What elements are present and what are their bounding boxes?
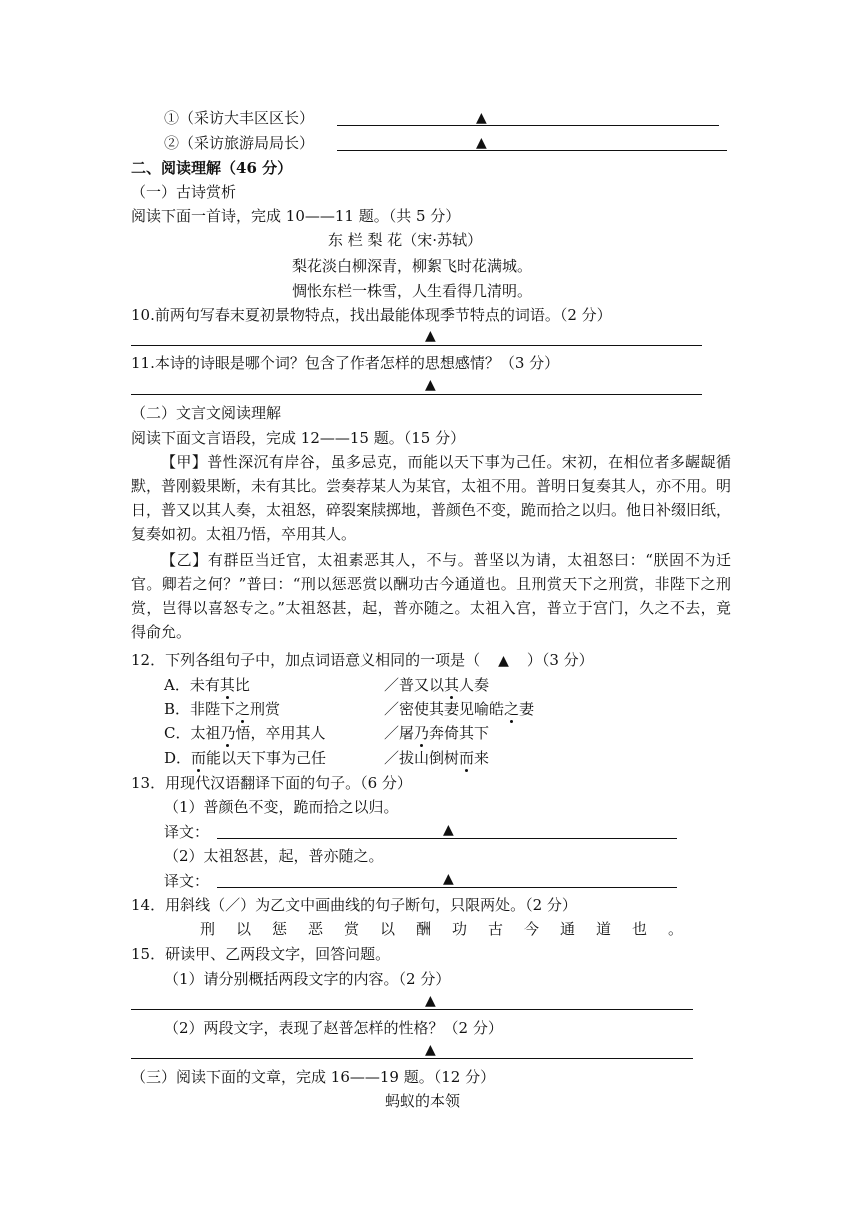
- part1-instruction: 阅读下面一首诗，完成 10——11 题。（共 5 分）: [131, 207, 461, 225]
- option-c[interactable]: C．太祖乃悟，卒用其人: [164, 724, 326, 742]
- dotted-word: 其: [444, 676, 460, 694]
- dotted-word: 之: [504, 700, 520, 718]
- triangle-marker-icon: ▲: [476, 110, 487, 126]
- passage-b: 【乙】有群臣当迁官，太祖素恶其人，不与。普坚以为请，太祖怒曰：“朕固不为迁官。卿若之何？”普曰：“刑以惩恶赏以酬功古今通道也。且刑赏天下之刑赏，非陛下之刑赏，岂得以喜怒专之。”太祖怒甚，起，普亦随之。太祖入宫，普立于宫门，久之不去，竟得俞允。: [131, 551, 731, 641]
- dotted-word: 而: [191, 749, 207, 767]
- answer-line[interactable]: [131, 394, 702, 395]
- question-12: 12．下列各组句子中，加点词语意义相同的一项是（ ▲ ）（3 分）: [131, 651, 594, 669]
- triangle-marker-icon: ▲: [425, 993, 436, 1009]
- triangle-marker-icon: ▲: [425, 328, 436, 344]
- answer-line[interactable]: [131, 1058, 693, 1059]
- translate-label: 译文：: [164, 872, 210, 890]
- poem-line-2: 惆怅东栏一株雪，人生看得几清明。: [292, 282, 533, 300]
- answer-line[interactable]: [131, 1009, 693, 1010]
- question-11: 11.本诗的诗眼是哪个词？包含了作者怎样的思想感情？（3 分）: [131, 354, 560, 372]
- option-b-compare: ／密使其妻见喻皓之妻: [384, 700, 535, 718]
- answer-line[interactable]: [131, 345, 702, 346]
- question-13: 13．用现代汉语翻译下面的句子。（6 分）: [131, 774, 412, 792]
- question-15-1: （1）请分别概括两段文字的内容。（2 分）: [164, 970, 451, 988]
- section-title: 二、阅读理解（46 分）: [131, 159, 293, 177]
- answer-line[interactable]: [337, 125, 719, 126]
- question-14: 14．用斜线（／）为乙文中画曲线的句子断句，只限两处。（2 分）: [131, 896, 577, 914]
- option-b[interactable]: B．非陛下之刑赏: [164, 700, 281, 718]
- poem-title: 东 栏 梨 花（宋·苏轼）: [328, 231, 483, 249]
- part1-title: （一）古诗赏析: [131, 183, 237, 201]
- option-d[interactable]: D．而能以天下事为己任: [164, 749, 327, 767]
- question-15-2: （2）两段文字，表现了赵普怎样的性格？（2 分）: [164, 1019, 503, 1037]
- question-10: 10.前两句写春末夏初景物特点，找出最能体现季节特点的词语。（2 分）: [131, 306, 612, 324]
- dotted-word: 之: [235, 700, 251, 718]
- answer-line[interactable]: [337, 150, 727, 151]
- option-d-compare: ／拔山倒树而来: [384, 749, 490, 767]
- triangle-marker-icon: ▲: [443, 871, 454, 887]
- q9-item-1: ①（采访大丰区区长）: [164, 109, 315, 127]
- triangle-marker-icon: ▲: [498, 653, 509, 669]
- triangle-marker-icon: ▲: [476, 135, 487, 151]
- part2-instruction: 阅读下面文言语段，完成 12——15 题。（15 分）: [131, 429, 466, 447]
- option-c-compare: ／屠乃奔倚其下: [384, 724, 490, 742]
- option-a[interactable]: A．未有其比: [164, 676, 250, 694]
- triangle-marker-icon: ▲: [443, 822, 454, 838]
- translate-label: 译文：: [164, 823, 210, 841]
- dotted-word: 乃: [220, 724, 236, 742]
- part3-title: （三）阅读下面的文章，完成 16——19 题。（12 分）: [131, 1068, 496, 1086]
- dotted-word: 其: [219, 676, 235, 694]
- part2-title: （二）文言文阅读理解: [131, 404, 282, 422]
- q9-item-2: ②（采访旅游局局长）: [164, 134, 315, 152]
- dotted-word: 而: [459, 749, 475, 767]
- question-13-2: （2）太祖怒甚，起，普亦随之。: [164, 847, 384, 865]
- answer-line[interactable]: [217, 838, 677, 839]
- passage-a: 【甲】普性深沉有岸谷，虽多忌克，而能以天下事为己任。宋初，在相位者多龌龊循默，普刚毅果断，未有其比。尝奏荐某人为某官，太祖不用。普明日复奏其人，亦不用。明日，普又以其人奏，太祖怒，碎裂案牍掷地，普颜色不变，跪而拾之以归。他日补缀旧纸，复奏如初。太祖乃悟，卒用其人。: [131, 453, 732, 543]
- dotted-word: 乃: [414, 724, 430, 742]
- poem-line-1: 梨花淡白柳深青，柳絮飞时花满城。: [292, 257, 533, 275]
- article-title: 蚂蚁的本领: [385, 1092, 461, 1110]
- triangle-marker-icon: ▲: [425, 1042, 436, 1058]
- q14-sentence[interactable]: 刑以惩恶赏以酬功古今通道也。: [200, 920, 705, 938]
- question-13-1: （1）普颜色不变，跪而拾之以归。: [164, 798, 399, 816]
- answer-line[interactable]: [217, 887, 677, 888]
- option-a-compare: ／普又以其人奏: [384, 676, 490, 694]
- question-15: 15．研读甲、乙两段文字，回答问题。: [131, 945, 391, 963]
- triangle-marker-icon: ▲: [425, 377, 436, 393]
